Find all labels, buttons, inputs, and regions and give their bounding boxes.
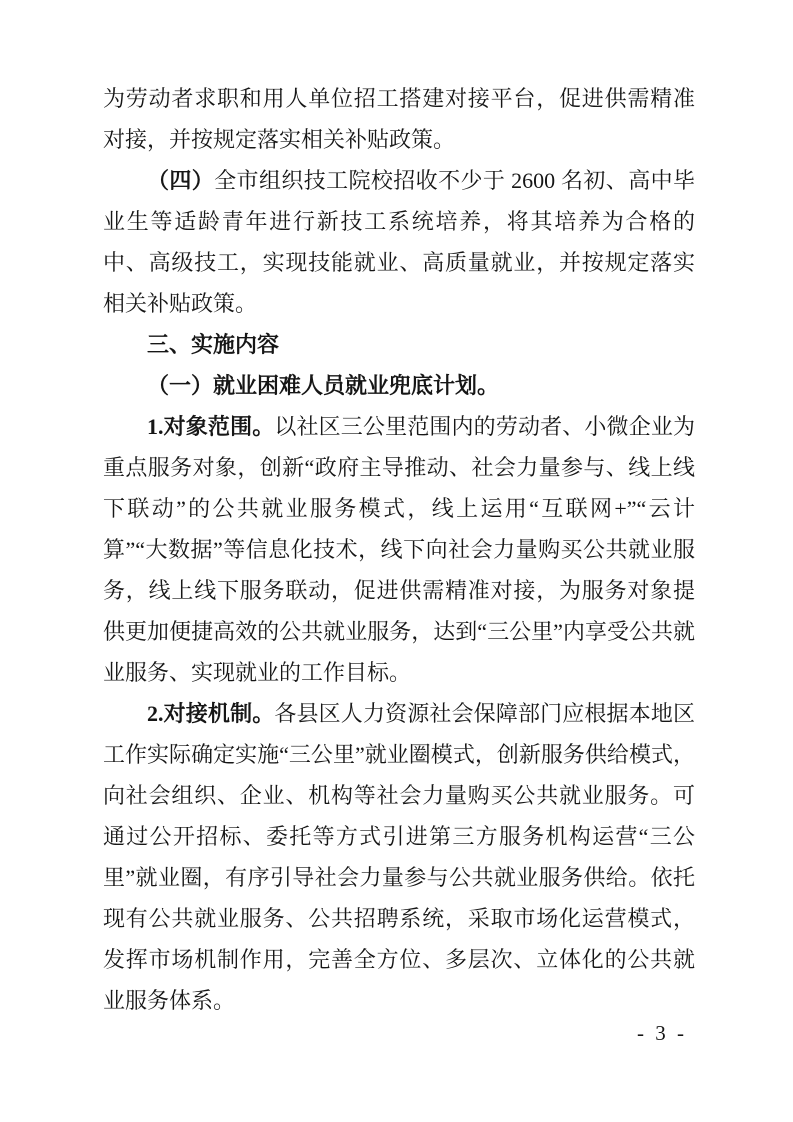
paragraph-text: 各县区人力资源社会保障部门应根据本地区工作实际确定实施“三公里”就业圈模式，创新服务供给模式，向社会组织、企业、机构等社会力量购买公共就业服务。可通过公开招标、委托等方式引进第三方服务机构运营“三公里”就业圈，有序引导社会力量参与公共就业服务供给。依托现有公共就业服务、公共招聘系统，采取市场化运营模式，发挥市场机制作用，完善全方位、多层次、立体化的公共就业服务体系。 xyxy=(103,701,695,1013)
subsection-heading-text: （一）就业困难人员就业兜底计划。 xyxy=(147,373,500,398)
paragraph-item-four xyxy=(103,160,695,324)
paragraph-lead: 1.对象范围。 xyxy=(147,414,275,439)
paragraph-lead: 2.对接机制。 xyxy=(147,701,275,726)
paragraph-continuation xyxy=(103,78,695,160)
document-body xyxy=(103,78,695,1021)
paragraph-lead: （四） xyxy=(147,168,215,193)
section-heading-text: 三、实施内容 xyxy=(147,332,280,357)
paragraph-mechanism xyxy=(103,693,695,1021)
paragraph-text: 全市组织技工院校招收不少于 2600 名初、高中毕业生等适龄青年进行新技工系统培养，将其培养为合格的中、高级技工，实现技能就业、高质量就业，并按规定落实相关补贴政策。 xyxy=(103,168,695,316)
page-number: - 3 - xyxy=(637,1021,687,1045)
subsection-heading-one xyxy=(103,365,695,406)
section-heading-three xyxy=(103,324,695,365)
paragraph-text: 为劳动者求职和用人单位招工搭建对接平台，促进供需精准对接，并按规定落实相关补贴政策。 xyxy=(103,86,695,152)
paragraph-text: 以社区三公里范围内的劳动者、小微企业为重点服务对象，创新“政府主导推动、社会力量参与、线上线下联动”的公共就业服务模式，线上运用“互联网+”“云计算”“大数据”等信息化技术，线下向社会力量购买公共就业服务，线上线下服务联动，促进供需精准对接，为服务对象提供更加便捷高效的公共就业服务，达到“三公里”内享受公共就业服务、实现就业的工作目标。 xyxy=(103,414,695,685)
paragraph-scope xyxy=(103,406,695,693)
